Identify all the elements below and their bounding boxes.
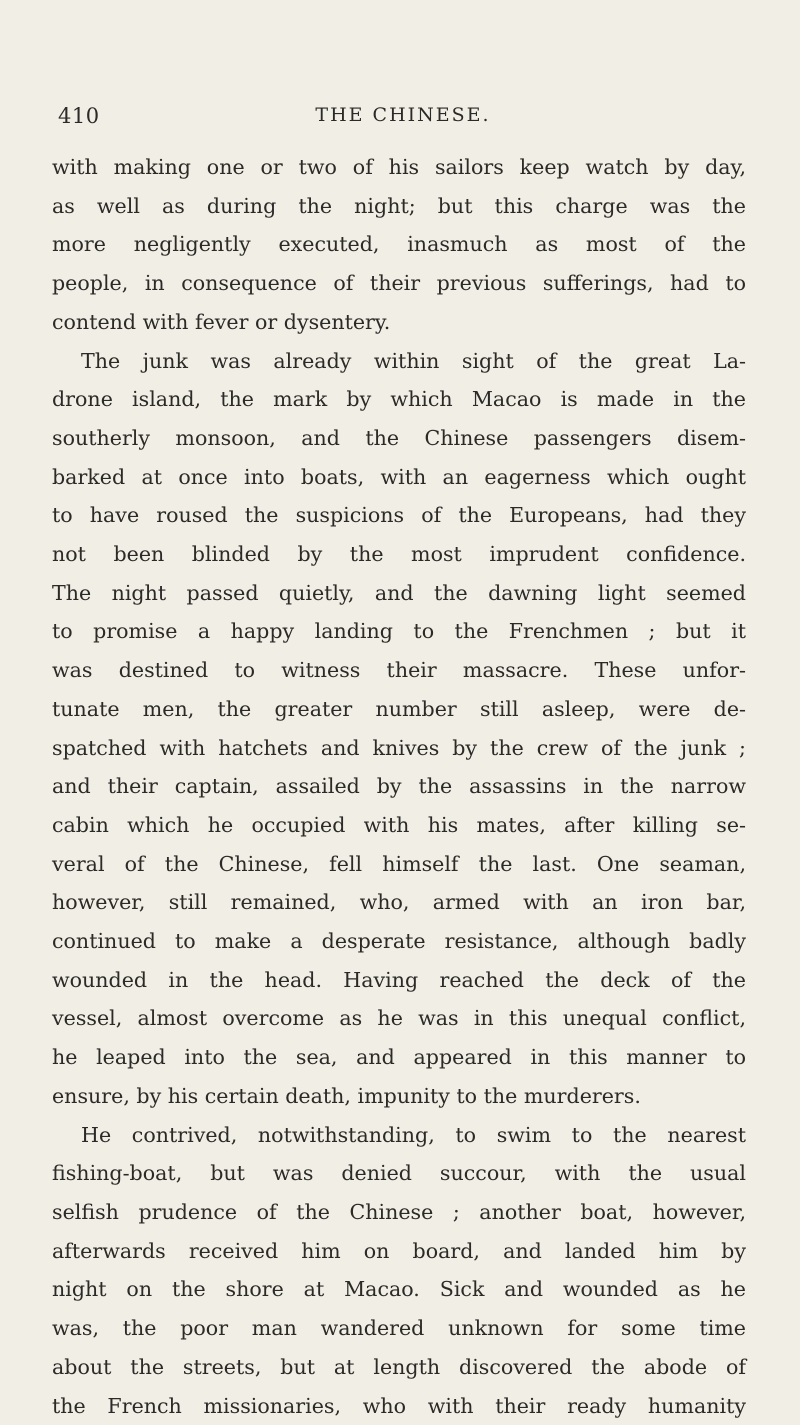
body-text (52, 148, 746, 1425)
text-line: contend with fever or dysentery. (52, 303, 746, 342)
text-line: cabin which he occupied with his mates, after killing se- (52, 806, 746, 845)
text-line: about the streets, but at length discovered the abode of (52, 1348, 746, 1387)
text-line: fishing-boat, but was denied succour, with the usual (52, 1154, 746, 1193)
text-line: selfish prudence of the Chinese ; another boat, however, (52, 1193, 746, 1232)
page-number: 410 (58, 104, 100, 128)
text-line: with making one or two of his sailors keep watch by day, (52, 148, 746, 187)
text-line: tunate men, the greater number still asleep, were de- (52, 690, 746, 729)
text-line: southerly monsoon, and the Chinese passengers disem- (52, 419, 746, 458)
text-line: however, still remained, who, armed with an iron bar, (52, 883, 746, 922)
text-line: veral of the Chinese, fell himself the last. One seaman, (52, 845, 746, 884)
text-line: The night passed quietly, and the dawning light seemed (52, 574, 746, 613)
text-line: more negligently executed, inasmuch as most of the (52, 225, 746, 264)
text-line: ensure, by his certain death, impunity to the murderers. (52, 1077, 746, 1116)
text-line: The junk was already within sight of the great La- (52, 342, 746, 381)
text-line: vessel, almost overcome as he was in this unequal conflict, (52, 999, 746, 1038)
text-line: barked at once into boats, with an eagerness which ought (52, 458, 746, 497)
text-line: not been blinded by the most imprudent confidence. (52, 535, 746, 574)
text-line: afterwards received him on board, and landed him by (52, 1232, 746, 1271)
text-line: as well as during the night; but this charge was the (52, 187, 746, 226)
text-line: people, in consequence of their previous sufferings, had to (52, 264, 746, 303)
text-line: to promise a happy landing to the Frenchmen ; but it (52, 612, 746, 651)
text-line: to have roused the suspicions of the Europeans, had they (52, 496, 746, 535)
text-line: drone island, the mark by which Macao is made in the (52, 380, 746, 419)
running-title: THE CHINESE. (58, 104, 748, 126)
page-header (58, 104, 748, 134)
text-line: night on the shore at Macao. Sick and wounded as he (52, 1270, 746, 1309)
text-line: He contrived, notwithstanding, to swim to the nearest (52, 1116, 746, 1155)
text-line: was destined to witness their massacre. These unfor- (52, 651, 746, 690)
text-line: he leaped into the sea, and appeared in this manner to (52, 1038, 746, 1077)
text-line: was, the poor man wandered unknown for some time (52, 1309, 746, 1348)
text-line: the French missionaries, who with their ready humanity (52, 1387, 746, 1425)
text-line: spatched with hatchets and knives by the crew of the junk ; (52, 729, 746, 768)
text-line: and their captain, assailed by the assassins in the narrow (52, 767, 746, 806)
text-line: wounded in the head. Having reached the deck of the (52, 961, 746, 1000)
text-line: continued to make a desperate resistance, although badly (52, 922, 746, 961)
